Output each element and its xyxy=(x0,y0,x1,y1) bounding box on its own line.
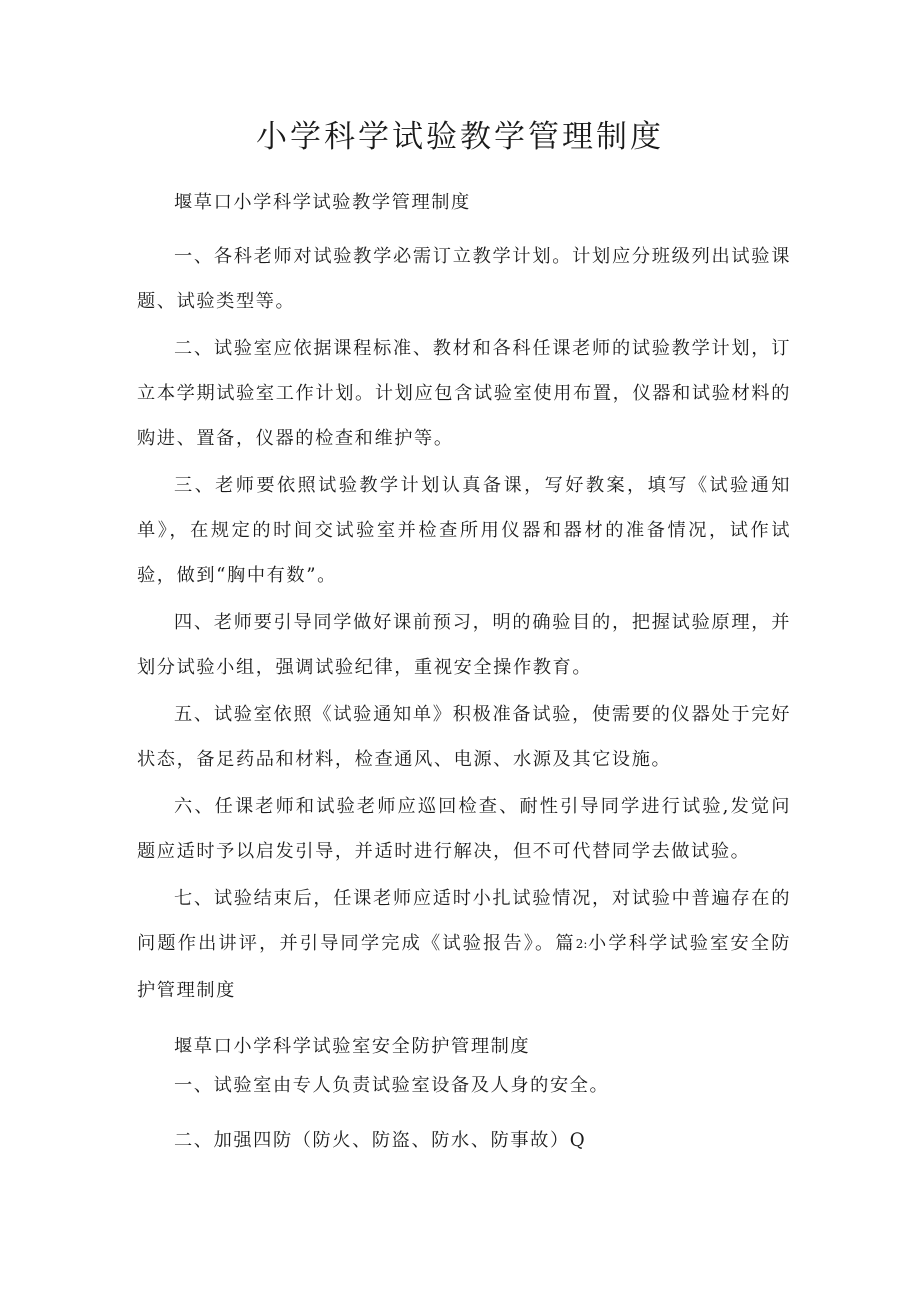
paragraph-item-1: 一、各科老师对试验教学必需订立教学计划。计划应分班级列出试验课题、试验类型等。 xyxy=(137,246,791,312)
paragraph-item-6: 六、任课老师和试验老师应巡回检查、耐性引导同学进行试验,发觉问题应适时予以启发引导，并适时进行解决，但不可代替同学去做试验。 xyxy=(137,796,791,862)
paragraph-item-3: 三、老师要依照试验教学计划认真备课，写好教案，填写《试验通知单》，在规定的时间交试验室并检查所用仪器和器材的准备情况，试作试验，做到“胸中有数”。 xyxy=(137,475,791,586)
section-number: 2: xyxy=(575,937,588,951)
section-subtitle-2: 堰草口小学科学试验室安全防护管理制度 xyxy=(174,1036,531,1057)
paragraph-item-7 xyxy=(137,876,791,1013)
safety-item-1: 一、试验室由专人负责试验室设备及人身的安全。 xyxy=(174,1075,610,1096)
paragraph-item-7-main: 七、试验结束后，任课老师应适时小扎试验情况，对试验中普遍存在的问题作出讲评，并引导同学完成《试验报告》。篇 xyxy=(137,888,791,954)
section-heading-inline: 小学科学试验室安全防护管理制度 xyxy=(137,933,791,1001)
document-title: 小学科学试验教学管理制度 xyxy=(256,119,664,155)
paragraph-item-5: 五、试验室依照《试验通知单》积极准备试验，使需要的仪器处于完好状态，备足药品和材料，检查通风、电源、水源及其它设施。 xyxy=(137,704,791,770)
section-subtitle: 堰草口小学科学试验教学管理制度 xyxy=(174,192,471,213)
paragraph-item-2: 二、试验室应依据课程标准、教材和各科任课老师的试验教学计划，订立本学期试验室工作计划。计划应包含试验室使用布置，仪器和试验材料的购进、置备，仪器的检查和维护等。 xyxy=(137,338,791,449)
safety-item-2: 二、加强四防（防火、防盗、防水、防事故）Q xyxy=(174,1130,587,1151)
paragraph-item-4: 四、老师要引导同学做好课前预习，明的确验目的，把握试验原理，并划分试验小组，强调试验纪律，重视安全操作教育。 xyxy=(137,612,791,678)
